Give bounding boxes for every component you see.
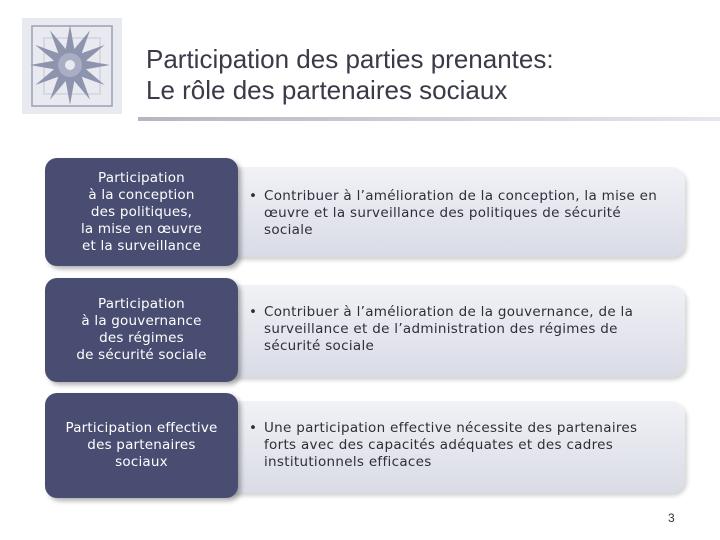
row-label-box: Participation à la gouvernance des régimes de sécurité sociale <box>45 278 238 382</box>
bullet-dot-icon: • <box>249 304 258 320</box>
star-emblem-icon <box>22 18 122 114</box>
star-emblem-logo <box>22 18 122 114</box>
row-bullet-text: Contribuer à l’amélioration de la conception, la mise en œuvre et la surveillance des politiques de sécurité sociale <box>264 188 658 238</box>
row-bullet <box>249 304 668 355</box>
page-number: 3 <box>668 511 675 525</box>
row-label-box: Participation à la conception des politiques, la mise en œuvre et la surveillance <box>45 158 238 266</box>
row-bullet-text: Contribuer à l’amélioration de la gouvernance, de la surveillance et de l’administration des régimes de sécurité sociale <box>264 304 634 354</box>
title-divider <box>138 117 720 121</box>
row-bullet <box>249 188 668 239</box>
row-bullet <box>249 420 668 471</box>
slide-title-line-1: Participation des parties prenantes: <box>146 44 554 74</box>
slide-title-line-2: Le rôle des partenaires sociaux <box>146 75 508 105</box>
row-bullet-text: Une participation effective nécessite des partenaires forts avec des capacités adéquates et des cadres institutionnels efficaces <box>264 420 638 470</box>
slide-title <box>146 44 554 106</box>
bullet-dot-icon: • <box>249 188 258 204</box>
bullet-dot-icon: • <box>249 420 258 436</box>
row-label-box: Participation effective des partenaires sociaux <box>45 393 238 498</box>
